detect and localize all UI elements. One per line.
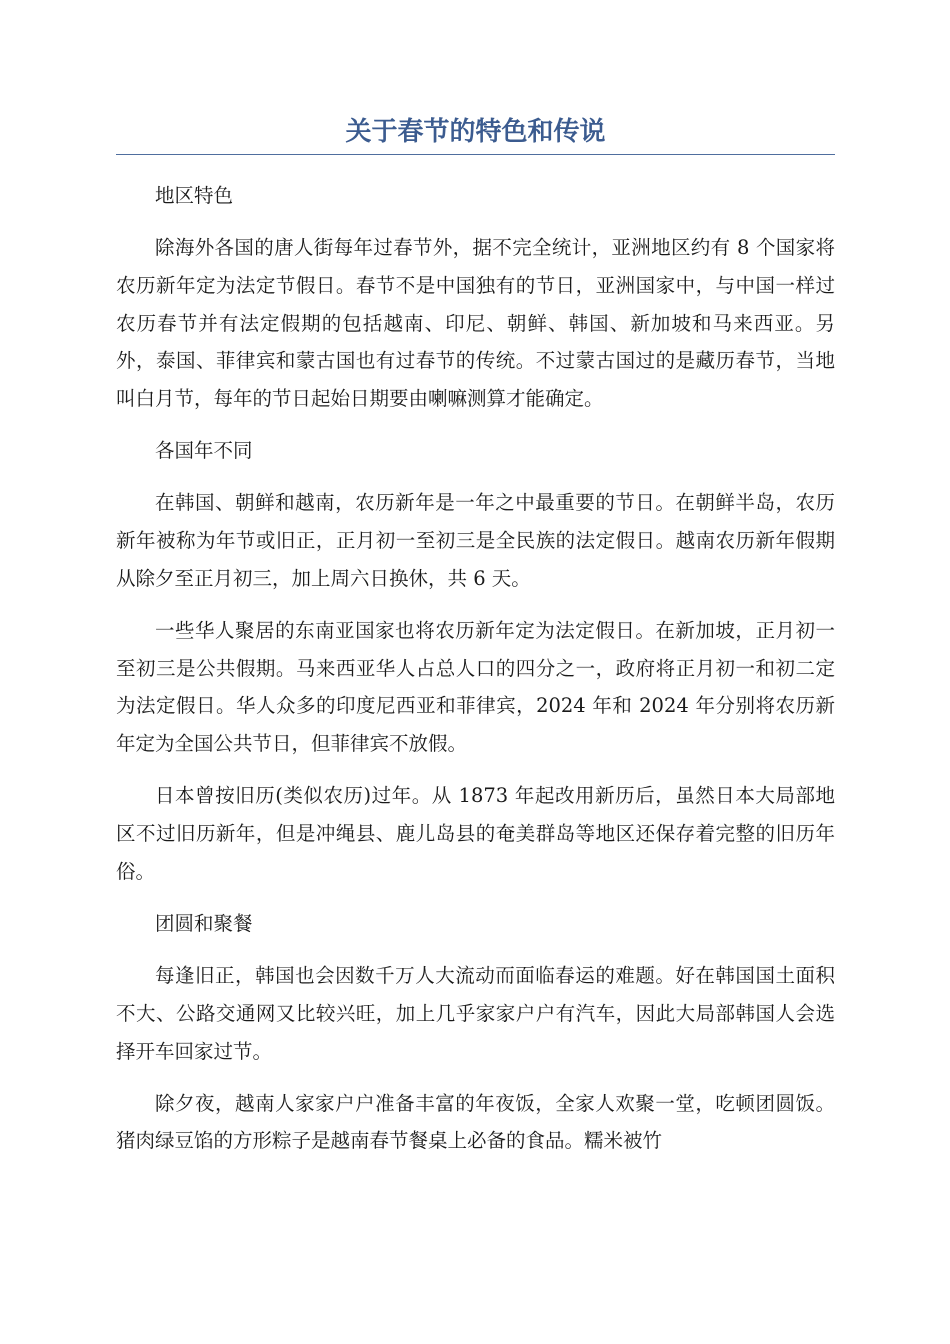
paragraph: 除海外各国的唐人街每年过春节外，据不完全统计，亚洲地区约有 8 个国家将农历新年定为法定节假日。春节不是中国独有的节日，亚洲国家中，与中国一样过农历春节并有法定假期的包括越南、印尼、朝鲜、韩国、新加坡和马来西亚。另外，泰国、菲律宾和蒙古国也有过春节的传统。不过蒙古国过的是藏历春节，当地叫白月节，每年的节日起始日期要由喇嘛测算才能确定。 bbox=[116, 236, 835, 411]
paragraph: 日本曾按旧历(类似农历)过年。从 1873 年起改用新历后，虽然日本大局部地区不过旧历新年，但是冲绳县、鹿儿岛县的奄美群岛等地区还保存着完整的旧历年俗。 bbox=[116, 784, 835, 883]
paragraph: 在韩国、朝鲜和越南，农历新年是一年之中最重要的节日。在朝鲜半岛，农历新年被称为年节或旧正，正月初一至初三是全民族的法定假日。越南农历新年假期从除夕至正月初三，加上周六日换休，共 6 天。 bbox=[116, 491, 835, 590]
paragraph: 一些华人聚居的东南亚国家也将农历新年定为法定假日。在新加坡，正月初一至初三是公共假期。马来西亚华人占总人口的四分之一，政府将正月初一和初二定为法定假日。华人众多的印度尼西亚和菲律宾，2024 年和 2024 年分别将农历新年定为全国公共节日，但菲律宾不放假。 bbox=[116, 619, 835, 756]
paragraph: 每逢旧正，韩国也会因数千万人大流动而面临春运的难题。好在韩国国土面积不大、公路交通网又比较兴旺，加上几乎家家户户有汽车，因此大局部韩国人会选择开车回家过节。 bbox=[116, 964, 835, 1063]
paragraph: 除夕夜，越南人家家户户准备丰富的年夜饭，全家人欢聚一堂，吃顿团圆饭。猪肉绿豆馅的方形粽子是越南春节餐桌上必备的食品。糯米被竹 bbox=[116, 1091, 835, 1153]
section-heading: 团圆和聚餐 bbox=[155, 911, 253, 935]
document-body bbox=[116, 177, 835, 1175]
section-heading: 各国年不同 bbox=[155, 439, 253, 463]
page-title: 关于春节的特色和传说 bbox=[345, 117, 606, 147]
section-heading: 地区特色 bbox=[155, 184, 234, 207]
title-underline bbox=[116, 154, 835, 155]
